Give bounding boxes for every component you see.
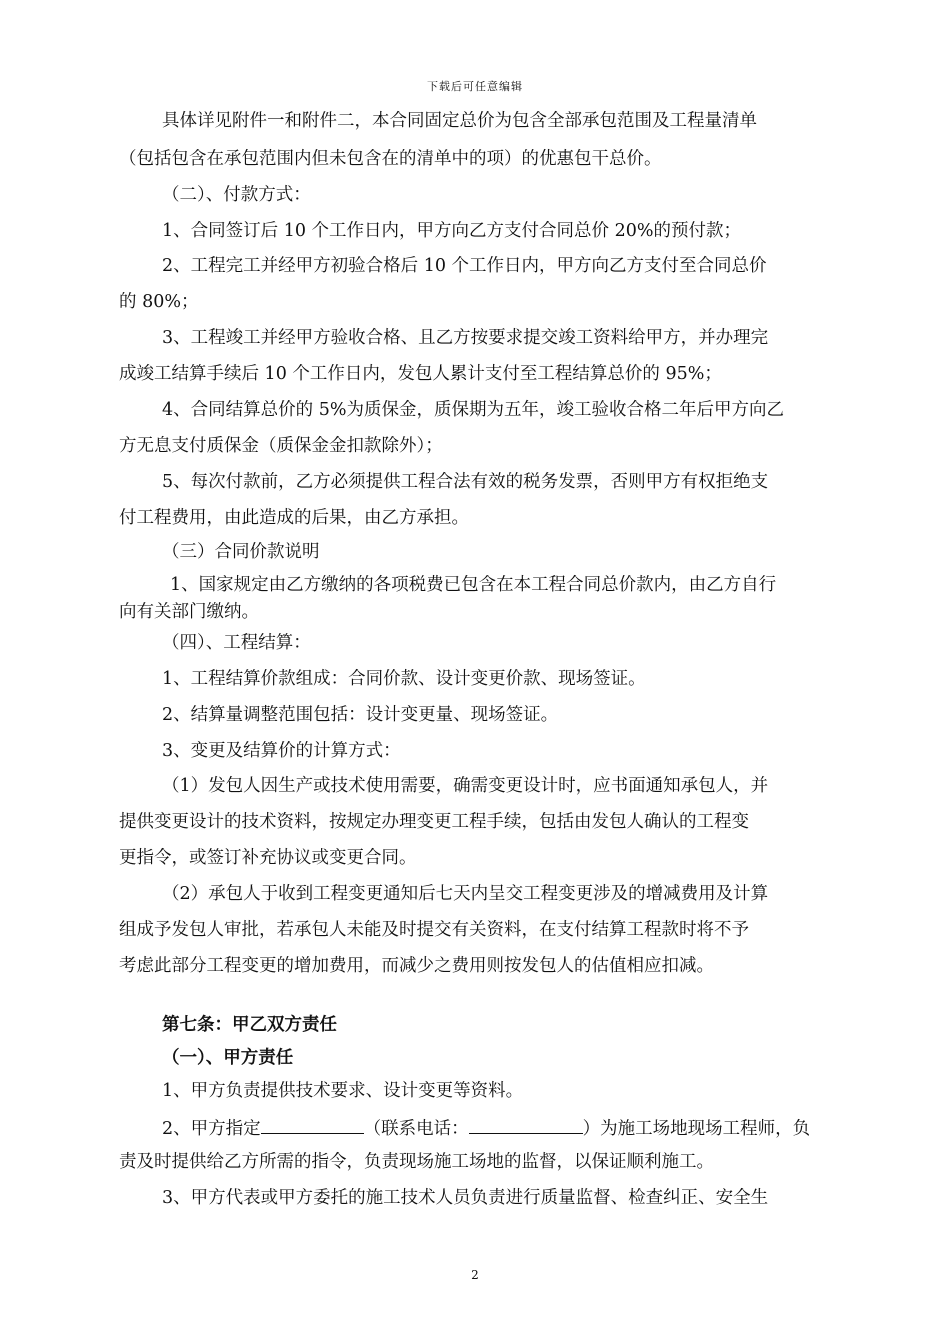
article-heading: 第七条：甲乙双方责任 xyxy=(162,1015,337,1035)
body-line: 提供变更设计的技术资料，按规定办理变更工程手续，包括由发包人确认的工程变 xyxy=(119,812,749,832)
header-note: 下载后可任意编辑 xyxy=(427,80,523,93)
body-line: （2）承包人于收到工程变更通知后七天内呈交工程变更涉及的增减费用及计算 xyxy=(162,884,769,904)
body-line: （包括包含在承包范围内但未包含在的清单中的项）的优惠包干总价。 xyxy=(119,149,662,169)
body-line: 责及时提供给乙方所需的指令，负责现场施工场地的监督，以保证顺利施工。 xyxy=(119,1152,714,1172)
body-line: 方无息支付质保金（质保金金扣款除外）； xyxy=(119,436,443,456)
body-line: 付工程费用，由此造成的后果，由乙方承担。 xyxy=(119,508,469,528)
page-number: 2 xyxy=(471,1268,479,1282)
designation-prefix: 2、甲方指定 xyxy=(162,1119,261,1139)
body-line: 考虑此部分工程变更的增加费用，而减少之费用则按发包人的估值相应扣减。 xyxy=(119,956,714,976)
engineer-name-blank xyxy=(261,1115,364,1134)
phone-number-blank xyxy=(469,1115,583,1134)
subsection-heading: （一）、甲方责任 xyxy=(162,1048,294,1068)
body-line: （1）发包人因生产或技术使用需要，确需变更设计时，应书面通知承包人，并 xyxy=(162,776,769,796)
body-line: 1、工程结算价款组成：合同价款、设计变更价款、现场签证。 xyxy=(162,669,646,689)
body-line: 1、合同签订后 10 个工作日内，甲方向乙方支付合同总价 20%的预付款； xyxy=(162,221,741,241)
section-heading: （二）、付款方式： xyxy=(162,185,311,205)
body-line: 1、国家规定由乙方缴纳的各项税费已包含在本工程合同总价款内，由乙方自行 xyxy=(170,575,777,595)
body-line: 3、变更及结算价的计算方式： xyxy=(162,741,401,761)
body-line: 的 80%； xyxy=(119,292,199,312)
body-line: 2、结算量调整范围包括：设计变更量、现场签证。 xyxy=(162,705,559,725)
body-line: 4、合同结算总价的 5%为质保金，质保期为五年，竣工验收合格二年后甲方向乙 xyxy=(162,400,784,420)
body-line: 成竣工结算手续后 10 个工作日内，发包人累计支付至工程结算总价的 95%； xyxy=(119,364,722,384)
designation-line xyxy=(162,1115,810,1141)
body-line: 1、甲方负责提供技术要求、设计变更等资料。 xyxy=(162,1081,524,1101)
body-line: 3、甲方代表或甲方委托的施工技术人员负责进行质量监督、检查纠正、安全生 xyxy=(162,1188,769,1208)
section-heading: （四）、工程结算： xyxy=(162,633,311,653)
body-line: 组成予发包人审批，若承包人未能及时提交有关资料，在支付结算工程款时将不予 xyxy=(119,920,749,940)
body-line: 2、工程完工并经甲方初验合格后 10 个工作日内，甲方向乙方支付至合同总价 xyxy=(162,256,767,276)
phone-label: （联系电话： xyxy=(363,1119,469,1139)
designation-suffix: ）为施工场地现场工程师，负 xyxy=(582,1119,811,1139)
body-line: 5、每次付款前，乙方必须提供工程合法有效的税务发票，否则甲方有权拒绝支 xyxy=(162,472,769,492)
body-line: 3、工程竣工并经甲方验收合格、且乙方按要求提交竣工资料给甲方，并办理完 xyxy=(162,328,769,348)
section-heading: （三）合同价款说明 xyxy=(162,542,320,562)
body-line: 具体详见附件一和附件二，本合同固定总价为包含全部承包范围及工程量清单 xyxy=(162,111,757,131)
body-line: 向有关部门缴纳。 xyxy=(119,602,259,622)
body-line: 更指令，或签订补充协议或变更合同。 xyxy=(119,848,417,868)
